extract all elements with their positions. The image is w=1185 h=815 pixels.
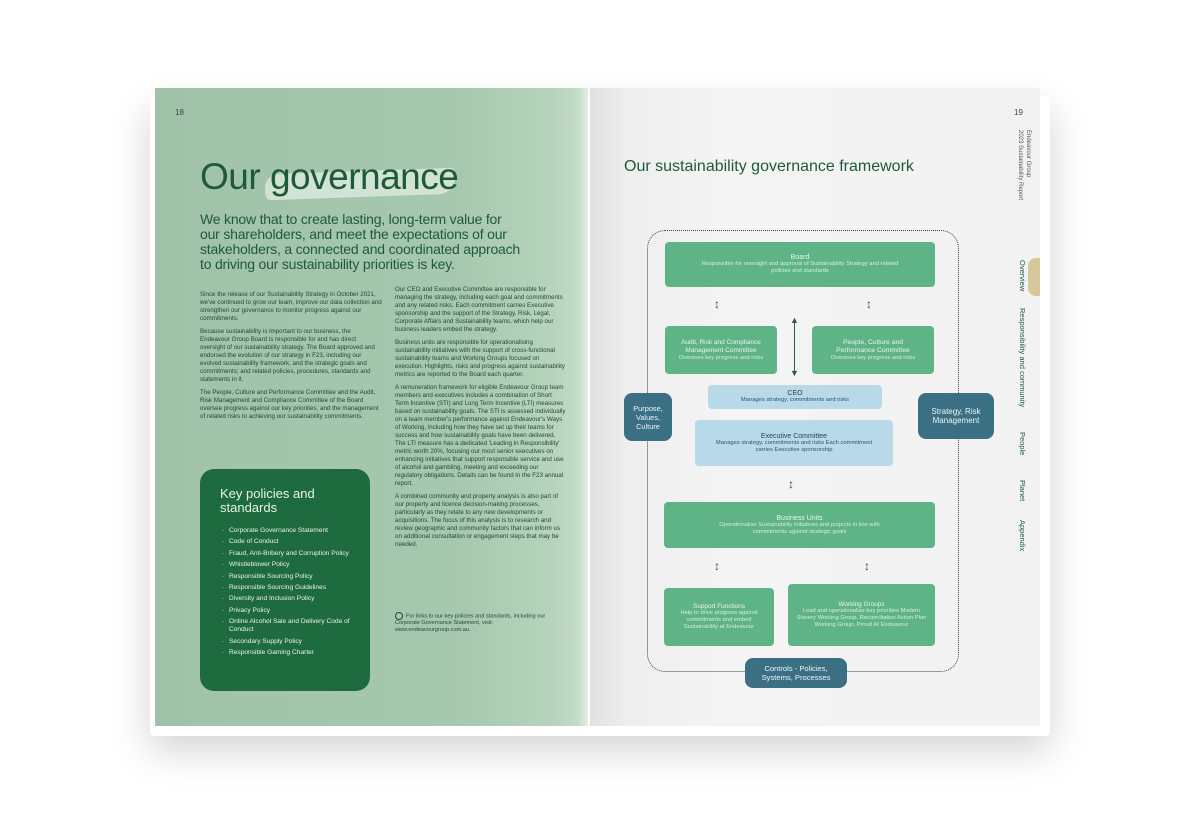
nav-planet[interactable]: Planet — [1018, 480, 1027, 502]
arrow-down-icon: ▼ — [790, 368, 799, 378]
people-committee-box — [812, 326, 934, 374]
section-tab-marker — [1028, 258, 1040, 296]
report-name: 2023 Sustainability Report — [1017, 130, 1023, 201]
right-page — [590, 88, 1040, 726]
business-units-title: Business Units — [776, 514, 823, 522]
arrow-business-support: ↕ — [714, 559, 720, 573]
paragraph: A remuneration framework for eligible Endeavour Group team members and executives includes a combination of Short Term Incentive (STI) and Long Term Incentive (LTI) measures based on sustainability goals. The STI is assessed individually on a team member's performance against Endeavour's Ways of Working, including how they have set up their teams for success and how sustainability goals have been delivered. The LTI measure has a dedicated 'Leading in Responsibility' metric worth 20%, focusing our most senior executives on enhancing initiatives that support responsible service and use of alcohol and gambling, meeting and exceeding our regulatory obligations. Details can be found in the F23 annual report. — [395, 384, 566, 487]
paragraph: Business units are responsible for operationalising sustainability initiatives with the support of cross-functional sustainability teams and Working Groups focused on execution. Highlights, risks and progress against sustainability metrics are reported to the Board each quarter. — [395, 339, 565, 378]
policy-item: · Fraud, Anti-Bribery and Corruption Policy — [222, 550, 362, 558]
audit-committee-desc: Oversees key progress and risks — [678, 354, 764, 361]
nav-responsibility[interactable]: Responsibility and community — [1018, 308, 1027, 408]
nav-overview[interactable]: Overview — [1018, 260, 1027, 292]
policy-item: · Corporate Governance Statement — [222, 527, 362, 535]
paragraph: Since the release of our Sustainability Strategy in October 2021, we've continued to grow our team, improve our data collection and strengthen our governance to monitor progress against our commitments. — [200, 291, 382, 322]
arrow-exec-business: ↕ — [788, 477, 794, 491]
executive-committee-title: Executive Committee — [760, 432, 828, 440]
people-committee-desc: Oversees key progress and risks — [830, 354, 916, 361]
working-groups-box — [788, 584, 935, 646]
intro-paragraph: We know that to create lasting, long-term value for our shareholders, and meet the expectations of our stakeholders, a connected and coordinated approach to driving our sustainability priorities is key. — [200, 211, 521, 272]
page-title: Our governance — [200, 156, 459, 197]
policy-item: · Secondary Supply Policy — [222, 638, 362, 646]
report-meta — [1016, 130, 1032, 200]
ceo-title: CEO — [787, 390, 803, 397]
body-column-1 — [200, 291, 382, 426]
paragraph: The People, Culture and Performance Committee and the Audit, Risk Management and Compliance Committee of the Board oversee progress against our key priorities, and the management of related risks to achieving our sustainability commitments. — [200, 389, 379, 420]
board-title: Board — [790, 254, 810, 261]
nav-people[interactable]: People — [1018, 432, 1027, 456]
strategy-risk-label: Strategy, Risk Management — [931, 406, 981, 425]
policy-item: · Diversity and Inclusion Policy — [222, 595, 362, 603]
policy-item: · Code of Conduct — [222, 538, 362, 546]
ceo-box — [708, 385, 882, 409]
left-page — [155, 88, 588, 726]
framework-title: Our sustainability governance framework — [624, 158, 914, 175]
controls-box — [745, 658, 847, 688]
purpose-values-culture-label: Purpose, Values, Culture — [633, 403, 663, 431]
business-units-box — [664, 502, 935, 548]
policies-link-note: For links to our key policies and standards, including our Corporate Governance Statement, visit: www.endeavourgroup.com.au. — [395, 613, 546, 634]
support-functions-box — [664, 588, 774, 646]
key-policies-list — [222, 527, 362, 660]
paragraph: A combined community and property analysis is also part of our property and licence decision-making processes, particularly as they relate to any new developments or acquisitions. The focus of this analysis is to research and review geographic and community factors that can inform us on additional consultation or engagement steps that may be needed. — [395, 493, 561, 548]
nav-appendix[interactable]: Appendix — [1018, 520, 1027, 552]
audit-committee-title: Audit, Risk and Compliance Management Committee — [681, 338, 761, 354]
arrow-board-people: ↕ — [866, 297, 872, 311]
report-company: Endeavour Group — [1025, 130, 1031, 178]
paragraph: Our CEO and Executive Committee are responsible for managing the strategy, including each goal and commitments and any related risks. Each commitment carries Executive sponsorship and the support of the Strategy, Risk, Legal, Corporate Affairs and Sustainability teams, which help our business leaders embed the strategy. — [395, 286, 563, 333]
arrow-business-working: ↕ — [864, 559, 870, 573]
executive-committee-desc: Manages strategy, commitments and risks Each commitment carries Executive sponsorship — [715, 439, 873, 453]
key-policies-panel — [200, 469, 370, 691]
support-functions-desc: Help to drive progress against commitments and embed Sustainability at Endeavour — [680, 610, 758, 630]
people-committee-title: People, Culture and Performance Committee — [836, 338, 910, 354]
policy-item: · Responsible Sourcing Policy — [222, 573, 362, 581]
purpose-values-culture-box — [624, 393, 672, 441]
body-column-2 — [395, 286, 567, 554]
support-functions-title: Support Functions — [693, 603, 745, 610]
arrow-board-audit: ↕ — [714, 297, 720, 311]
policy-item: · Privacy Policy — [222, 607, 362, 615]
controls-label: Controls - Policies, Systems, Processes — [761, 664, 831, 682]
strategy-risk-box — [918, 393, 994, 439]
working-groups-desc: Lead and operationalise key priorities Modern Slavery Working Group, Reconciliation Action Plan Working Group, Proud At Endeavour — [796, 608, 927, 628]
business-units-desc: Operationalise Sustainability initiatives and projects in line with commitments against strategic goals — [719, 521, 880, 535]
board-desc: Responsible for oversight and approval of Sustainability Strategy and related policies and standards — [701, 261, 899, 274]
board-box — [665, 242, 935, 287]
policy-item: · Responsible Gaming Charter — [222, 649, 362, 657]
audit-committee-box — [665, 326, 777, 374]
ceo-desc: Manages strategy, commitments and risks — [740, 397, 850, 403]
paragraph: Because sustainability is important to our business, the Endeavour Group Board is responsible for and has direct oversight of our sustainability strategy. The Board approved and endorsed the evolution of our strategy in F23, including our evolved sustainability framework, and the strategic goals and commitments; and related policies, procedures, standards and statements in it. — [200, 328, 375, 383]
page-number-left: 18 — [175, 108, 184, 117]
working-groups-title: Working Groups — [838, 601, 885, 608]
arrow-up-icon: ▲ — [790, 315, 799, 325]
policy-item: · Responsible Sourcing Guidelines — [222, 584, 362, 592]
page-number-right: 19 — [1014, 108, 1023, 117]
policy-item: · Online Alcohol Sale and Delivery Code of Conduct — [222, 618, 362, 634]
policy-item: · Whistleblower Policy — [222, 561, 362, 569]
board-ceo-line — [794, 320, 795, 374]
link-icon — [395, 612, 403, 620]
executive-committee-box — [695, 420, 893, 466]
key-policies-title: Key policies and standards — [220, 486, 315, 515]
